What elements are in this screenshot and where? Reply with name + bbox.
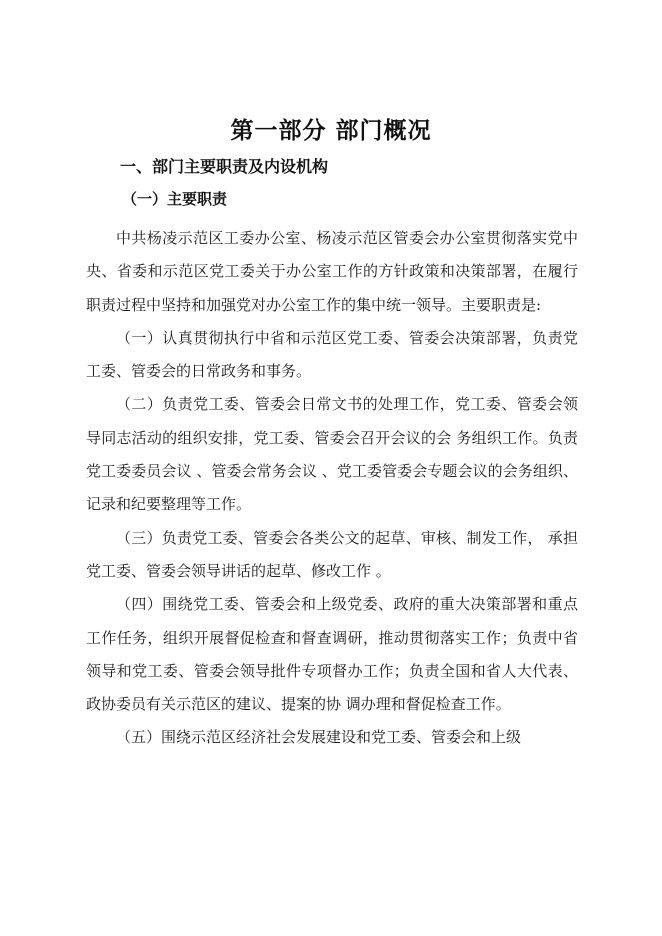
paragraph-intro: 中共杨凌示范区工委办公室、杨凌示范区管委会办公室贯彻落实党中央、省委和示范区党工委关于办公室工作的方针政策和决策部署，在履行职责过程中坚持和加强党对办公室工作的集中统一领导。主要职责是:	[86, 229, 578, 314]
subsection-heading: （一）主要职责	[122, 190, 228, 208]
paragraph-duty-4: （四）围绕党工委、管委会和上级党委、政府的重大决策部署和重点工作任务，组织开展督促检查和督查调研，推动贯彻落实工作；负责中省领导和党工委、管委会领导批件专项督办工作；负责全国和省人大代表、政协委员有关示范区的建议、提案的协 调办理和督促检查工作。	[86, 595, 578, 714]
body-text	[86, 222, 578, 755]
section-heading: 一、部门主要职责及内设机构	[120, 157, 329, 176]
paragraph-duty-3: （三）负责党工委、管委会各类公文的起草、审核、制发工作， 承担党工委、管委会领导讲话的起草、修改工作 。	[86, 528, 578, 580]
paragraph-duty-2: （二）负责党工委、管委会日常文书的处理工作，党工委、管委会领导同志活动的组织安排，党工委、管委会召开会议的会 务组织工作。负责党工委委员会议 、管委会常务会议 、党工委管委会专题会议的会务组织、记录和纪要整理等工作。	[86, 395, 578, 514]
paragraph-duty-1: （一）认真贯彻执行中省和示范区党工委、管委会决策部署，负责党工委、管委会的日常政务和事务。	[86, 328, 578, 381]
paragraph-duty-5: （五）围绕示范区经济社会发展建设和党工委、管委会和上级	[116, 728, 522, 747]
page-title: 第一部分 部门概况	[230, 118, 432, 144]
